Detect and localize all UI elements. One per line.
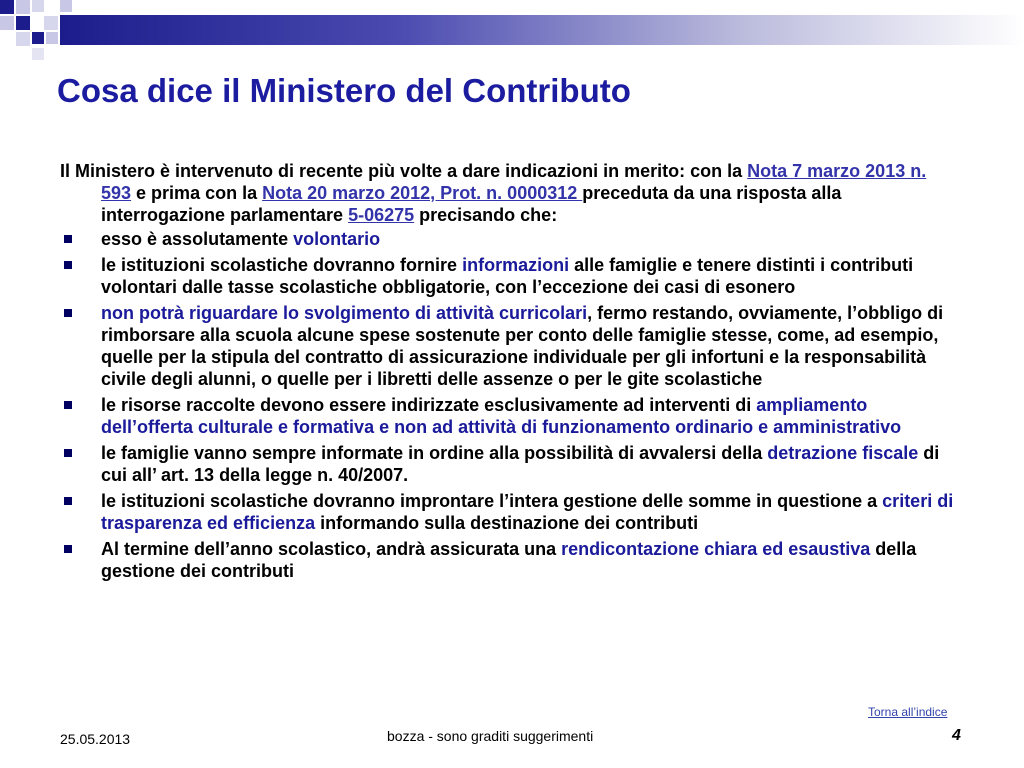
decor-square: [16, 32, 30, 46]
bullet-text: le istituzioni scolastiche dovranno fornire: [101, 255, 463, 275]
nota-2012-link[interactable]: Nota 20 marzo 2012, Prot. n. 0000312: [262, 183, 583, 203]
bullet-text: le istituzioni scolastiche dovranno improntare l’intera gestione delle somme in questione a: [101, 491, 883, 511]
page-number: 4: [952, 727, 961, 744]
square-bullet-icon: [64, 309, 72, 317]
intro-text: precisando che:: [414, 205, 558, 225]
bullet-text: le risorse raccolte devono essere indirizzate esclusivamente ad interventi di: [101, 395, 757, 415]
intro-paragraph: [60, 160, 955, 226]
square-bullet-icon: [64, 235, 72, 243]
square-bullet-icon: [64, 497, 72, 505]
slide-body: [60, 160, 955, 586]
bullet-highlight: criteri di trasparenza ed efficienza: [101, 491, 954, 533]
interrogazione-link[interactable]: 5-06275: [348, 205, 415, 225]
nota-2013-link[interactable]: Nota 7 marzo 2013 n. 593: [101, 161, 927, 203]
square-bullet-icon: [64, 449, 72, 457]
bullet-text: , fermo restando, ovviamente, l’obbligo di rimborsare alla scuola alcune spese sostenute per conto delle famiglie stesse, come, ad esempio, quelle per la stipula del contratto di assicurazione individuale per gli infortuni e la responsabilità civile degli alunni, o quelle per i libretti delle assenze o per le gite scolastiche: [101, 303, 944, 389]
decor-square: [46, 32, 58, 44]
square-bullet-icon: [64, 261, 72, 269]
bullet-item: [60, 538, 955, 582]
decor-square: [32, 32, 44, 44]
bullet-highlight: informazioni: [462, 255, 570, 275]
bullet-text: Al termine dell’anno scolastico, andrà assicurata una: [101, 539, 562, 559]
bullet-highlight: ampliamento dell’offerta culturale e formativa e non ad attività di funzionamento ordinario e amministrativo: [101, 395, 902, 437]
bullet-text: informando sulla destinazione dei contributi: [315, 513, 699, 533]
intro-text: e prima con la: [131, 183, 263, 203]
bullet-item: [60, 254, 955, 298]
decor-square: [32, 0, 44, 12]
bullet-item: [60, 394, 955, 438]
bullet-text: alle famiglie e tenere distinti i contributi volontari dalle tasse scolastiche obbligatorie, con l’eccezione dei casi di esonero: [101, 255, 914, 297]
bullet-text: di cui all’ art. 13 della legge n. 40/2007.: [101, 443, 940, 485]
footer-date: 25.05.2013: [60, 731, 131, 747]
bullet-item: [60, 228, 955, 250]
back-to-index-link[interactable]: Torna all’indice: [868, 705, 948, 719]
bullet-highlight: volontario: [293, 229, 381, 249]
bullet-text: le famiglie vanno sempre informate in ordine alla possibilità di avvalersi della: [101, 443, 768, 463]
intro-text: preceduta da una risposta alla interrogazione parlamentare: [101, 183, 842, 225]
square-bullet-icon: [64, 401, 72, 409]
bullet-item: [60, 442, 955, 486]
bullet-text: esso è assolutamente: [101, 229, 294, 249]
footer-text: bozza - sono graditi suggerimenti: [387, 728, 594, 744]
decor-square: [44, 16, 58, 30]
decor-square: [32, 48, 44, 60]
decor-square: [16, 16, 30, 30]
header-gradient-bar: [60, 15, 1024, 45]
decor-square: [0, 16, 14, 30]
bullet-highlight: detrazione fiscale: [767, 443, 919, 463]
bullet-highlight: rendicontazione chiara ed esaustiva: [561, 539, 871, 559]
decor-square: [16, 0, 30, 14]
bullet-item: [60, 490, 955, 534]
bullet-highlight: non potrà riguardare lo svolgimento di attività curricolari: [101, 303, 588, 323]
decor-square: [0, 0, 14, 14]
bullet-list: [60, 228, 955, 582]
decor-square: [60, 0, 72, 12]
bullet-text: della gestione dei contributi: [101, 539, 917, 581]
slide-title: Cosa dice il Ministero del Contributo: [57, 72, 631, 109]
bullet-item: [60, 302, 955, 390]
intro-text: Il Ministero è intervenuto di recente più volte a dare indicazioni in merito: con la: [60, 161, 748, 181]
square-bullet-icon: [64, 545, 72, 553]
